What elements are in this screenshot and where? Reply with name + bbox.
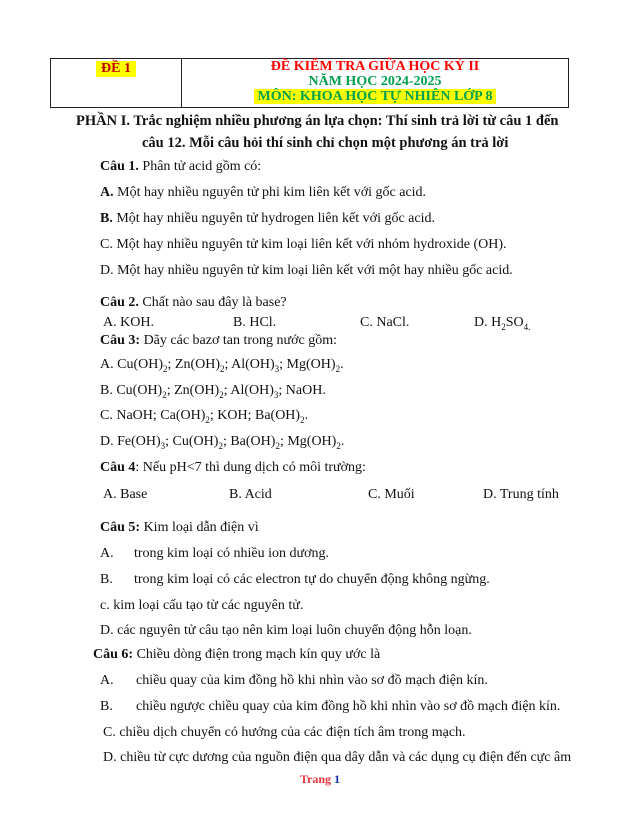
- subject-title: MÔN: KHOA HỌC TỰ NHIÊN LỚP 8: [254, 89, 497, 104]
- option-text: Một hay nhiều nguyên tử hydrogen liên kết với gốc acid.: [112, 211, 435, 226]
- page-number: 1: [334, 772, 341, 786]
- question-3: [100, 332, 337, 350]
- question-label: Câu 4: [100, 460, 136, 475]
- q1-option-d: D. Một hay nhiều nguyên tử kim loại liên kết với một hay nhiều gốc acid.: [100, 263, 513, 278]
- question-text: Phân tử acid gồm có:: [138, 159, 262, 174]
- question-label: Câu 5:: [100, 520, 141, 535]
- q1-option-b: [100, 210, 435, 228]
- question-text: Chất nào sau đây là base?: [138, 295, 287, 310]
- q2-option-c: C. NaCl.: [360, 315, 410, 330]
- question-text: Dãy các bazơ tan trong nước gồm:: [140, 333, 337, 348]
- q4-option-b: B. Acid: [229, 487, 272, 502]
- option-text: chiều ngược chiều quay của kim đồng hồ khi nhìn vào sơ đồ mạch điện kín.: [136, 699, 561, 714]
- q2-option-b: B. HCl.: [233, 315, 277, 330]
- option-label: A.: [100, 673, 114, 688]
- question-1: [100, 158, 261, 176]
- question-label: Câu 2.: [100, 295, 139, 310]
- q4-option-a: A. Base: [103, 487, 148, 502]
- question-label: Câu 3:: [100, 333, 141, 348]
- option-text: trong kim loại có các electron tự do chuyển động không ngừng.: [134, 572, 490, 587]
- q5-option-b: [100, 571, 490, 589]
- option-label: B.: [100, 699, 113, 714]
- school-year: NĂM HỌC 2024-2025: [308, 74, 442, 89]
- exam-title: ĐỀ KIỂM TRA GIỮA HỌC KỲ II: [270, 59, 480, 74]
- exam-code-label: ĐỀ 1: [96, 61, 136, 77]
- question-6: [93, 646, 380, 664]
- question-text: : Nếu pH<7 thì dung dịch có môi trường:: [135, 460, 366, 475]
- q4-option-d: D. Trung tính: [483, 487, 559, 502]
- question-text: Chiều dòng điện trong mạch kín quy ước là: [133, 647, 381, 662]
- q6-option-c: C. chiều dịch chuyển có hướng của các điện tích âm trong mạch.: [103, 725, 466, 740]
- exam-title-cell: [182, 59, 569, 108]
- question-label: Câu 1.: [100, 159, 139, 174]
- q1-option-c: C. Một hay nhiều nguyên tử kim loại liên kết với nhóm hydroxide (OH).: [100, 237, 507, 252]
- q5-option-a: [100, 545, 329, 563]
- option-text: Một hay nhiều nguyên tử phi kim liên kết với gốc acid.: [113, 185, 427, 200]
- question-label: Câu 6:: [93, 647, 134, 662]
- q3-option-d: D. $Fe(OH)_3$; $Cu(OH)_2$; $Ba(OH)_2$; $Mg(OH)_2$.: [100, 434, 345, 451]
- q1-option-a: [100, 184, 426, 202]
- q5-option-c: c. kim loại cấu tạo từ các nguyên tử.: [100, 598, 304, 613]
- page-footer: [0, 772, 640, 787]
- q5-option-d: D. các nguyên tử câu tạo nên kim loại luôn chuyển động hỗn loạn.: [100, 623, 472, 638]
- q6-option-b: [100, 698, 560, 716]
- question-4: [100, 459, 366, 477]
- page-label: Trang: [299, 772, 335, 786]
- q3-option-b: B. $Cu(OH)_2$; $Zn(OH)_2$; $Al(OH)_3$; NaOH.: [100, 383, 326, 400]
- question-2: [100, 294, 287, 312]
- option-label: A.: [100, 546, 114, 561]
- option-label: B.: [100, 572, 113, 587]
- part1-instruction-line1: PHẦN I. Trắc nghiệm nhiều phương án lựa chọn: Thí sinh trả lời từ câu 1 đến: [76, 113, 559, 129]
- q3-option-c: C. NaOH; $Ca(OH)_2$; KOH; $Ba(OH)_2$.: [100, 408, 309, 425]
- option-label: A.: [100, 185, 114, 200]
- q6-option-d: D. chiều từ cực dương của nguồn điện qua dây dẫn và các dụng cụ điện đến cực âm: [103, 750, 572, 765]
- q3-option-a: A. $Cu(OH)_2$; $Zn(OH)_2$; $Al(OH)_3$; $Mg(OH)_2$.: [100, 357, 344, 374]
- question-text: Kim loại dẫn điện vì: [140, 520, 259, 535]
- option-text: chiều quay của kim đồng hồ khi nhìn vào sơ đồ mạch điện kín.: [136, 673, 488, 688]
- q2-option-a: A. KOH.: [103, 315, 154, 330]
- question-5: [100, 519, 259, 537]
- q6-option-a: [100, 672, 488, 690]
- exam-code-cell: [51, 59, 182, 108]
- part1-instruction-line2: câu 12. Mỗi câu hỏi thí sinh chỉ chọn một phương án trả lời: [142, 135, 509, 151]
- q4-option-c: C. Muối: [368, 487, 415, 502]
- option-label: B.: [100, 211, 113, 226]
- exam-header-table: [50, 58, 569, 108]
- q2-option-d: D. $H_2SO_{4.}$: [474, 315, 531, 332]
- option-text: trong kim loại có nhiều ion dương.: [134, 546, 330, 561]
